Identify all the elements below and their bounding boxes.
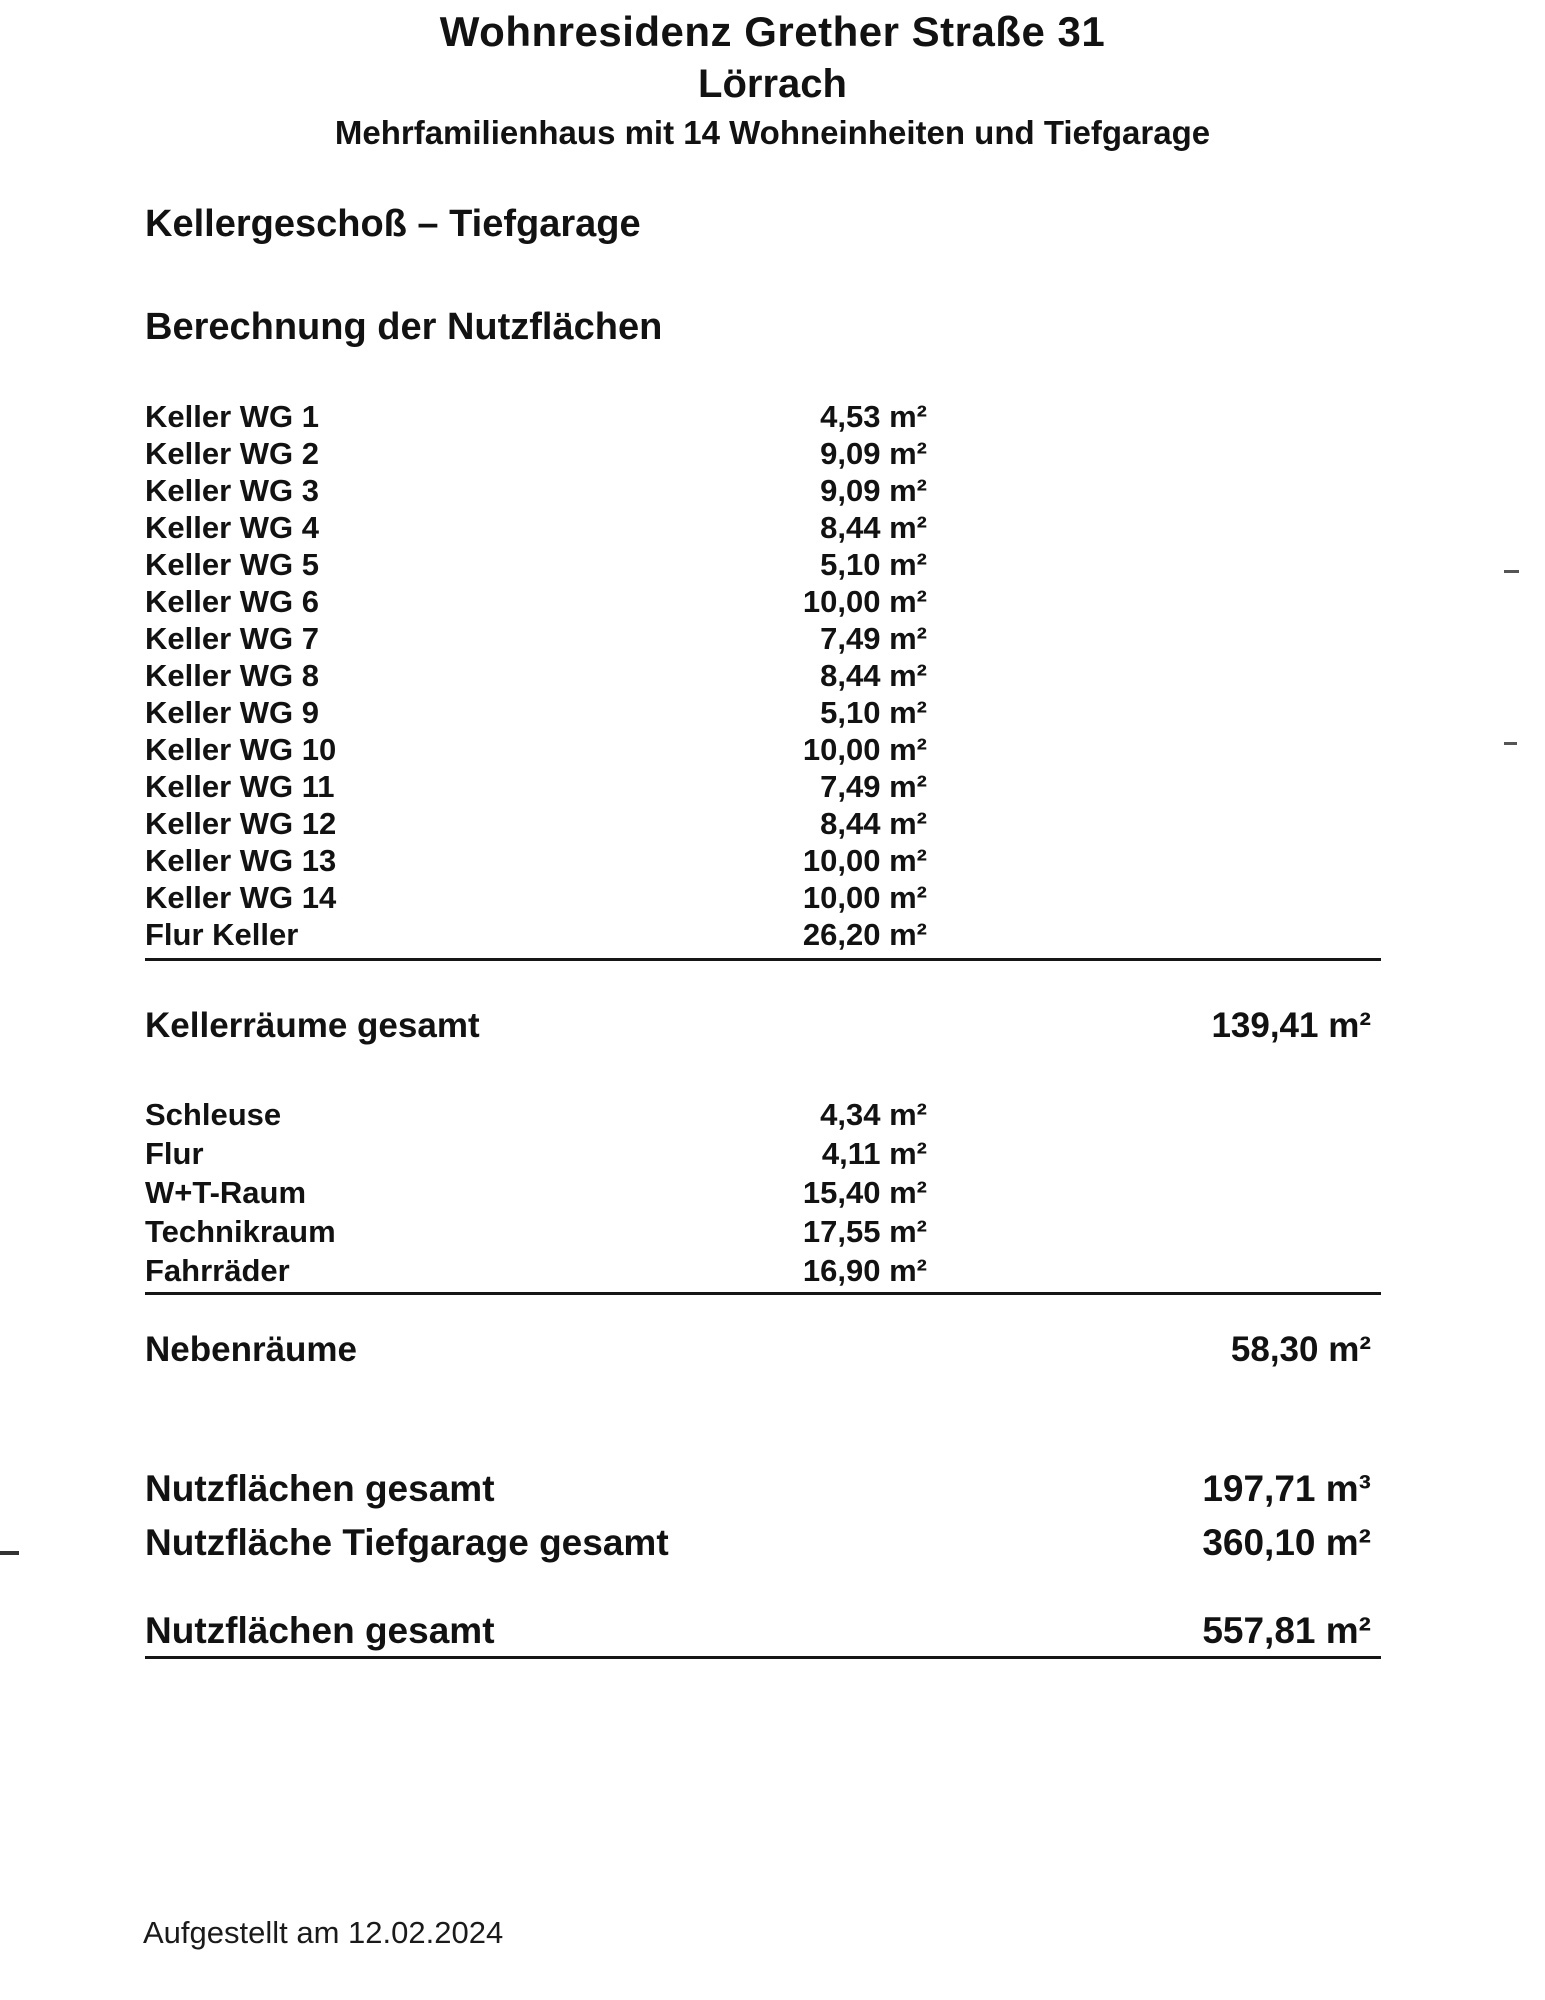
- table-row: [145, 842, 927, 879]
- table-row: [145, 472, 927, 509]
- row-value: 10,00 m²: [802, 732, 927, 767]
- row-value: 16,90 m²: [802, 1253, 927, 1288]
- document-city: Lörrach: [698, 62, 847, 106]
- summary-value: 360,10 m²: [1202, 1522, 1371, 1563]
- row-label: Technikraum: [145, 1214, 336, 1249]
- row-value: 26,20 m²: [802, 917, 927, 952]
- table-row: [145, 879, 927, 916]
- row-label: Keller WG 6: [145, 584, 319, 619]
- row-value: 15,40 m²: [802, 1175, 927, 1210]
- row-label: Keller WG 9: [145, 695, 319, 730]
- table-row: [145, 805, 927, 842]
- row-label: Keller WG 5: [145, 547, 319, 582]
- row-value: 5,10 m²: [820, 547, 927, 582]
- divider-line-keller: [145, 958, 1381, 961]
- row-value: 9,09 m²: [820, 473, 927, 508]
- document-subtitle: Mehrfamilienhaus mit 14 Wohneinheiten und Tiefgarage: [334, 114, 1211, 151]
- grand-total-label: Nutzflächen gesamt: [145, 1610, 495, 1651]
- keller-total-label: Kellerräume gesamt: [145, 1006, 480, 1045]
- table-row: [145, 731, 927, 768]
- table-row: [145, 1173, 927, 1212]
- row-value: 8,44 m²: [820, 806, 927, 841]
- row-value: 8,44 m²: [820, 510, 927, 545]
- row-label: Keller WG 7: [145, 621, 319, 656]
- scan-artifact-tick: [1504, 570, 1519, 573]
- table-row: [145, 398, 927, 435]
- neben-total-value: 58,30 m²: [1230, 1330, 1371, 1369]
- table-row: [145, 1212, 927, 1251]
- table-row: [145, 694, 927, 731]
- summary-value: 197,71 m³: [1202, 1468, 1371, 1509]
- neben-total-label: Nebenräume: [145, 1330, 358, 1369]
- row-label: Keller WG 14: [145, 880, 337, 915]
- keller-total-row: [145, 1006, 1371, 1046]
- row-label: Keller WG 10: [145, 732, 337, 767]
- table-row: [145, 1095, 927, 1134]
- summary-row-tiefgarage: [145, 1522, 1371, 1564]
- row-label: Keller WG 13: [145, 843, 337, 878]
- footer-note: Aufgestellt am 12.02.2024: [143, 1915, 504, 1950]
- table-row: [145, 1134, 927, 1173]
- table-row: [145, 620, 927, 657]
- row-label: Keller WG 1: [145, 399, 319, 434]
- table-row: [145, 916, 927, 953]
- row-value: 4,11 m²: [821, 1136, 927, 1171]
- table-row: [145, 583, 927, 620]
- row-label: Fahrräder: [145, 1253, 290, 1288]
- row-label: Keller WG 8: [145, 658, 319, 693]
- row-label: Keller WG 12: [145, 806, 337, 841]
- summary-label: Nutzflächen gesamt: [145, 1468, 495, 1509]
- document-title: Wohnresidenz Grether Straße 31: [439, 8, 1106, 55]
- table-row: [145, 509, 927, 546]
- row-value: 7,49 m²: [820, 621, 927, 656]
- summary-row-nutzflaechen: [145, 1468, 1371, 1510]
- table-row: [145, 768, 927, 805]
- scan-artifact-dash: [0, 1551, 19, 1555]
- row-value: 5,10 m²: [820, 695, 927, 730]
- grand-total-row: [145, 1610, 1371, 1652]
- row-label: Flur Keller: [145, 917, 299, 952]
- divider-line-neben: [145, 1292, 1381, 1295]
- summary-label: Nutzfläche Tiefgarage gesamt: [145, 1522, 669, 1563]
- neben-total-row: [145, 1330, 1371, 1370]
- scan-artifact-tick: [1504, 742, 1517, 745]
- row-label: Schleuse: [145, 1097, 282, 1132]
- section-heading: Kellergeschoß – Tiefgarage: [145, 203, 641, 245]
- table-row: [145, 657, 927, 694]
- row-value: 10,00 m²: [802, 843, 927, 878]
- row-value: 17,55 m²: [802, 1214, 927, 1249]
- row-label: Keller WG 2: [145, 436, 319, 471]
- table-row: [145, 435, 927, 472]
- row-value: 8,44 m²: [820, 658, 927, 693]
- table-row: [145, 546, 927, 583]
- row-label: W+T-Raum: [145, 1175, 307, 1210]
- grand-total-value: 557,81 m²: [1202, 1610, 1371, 1651]
- row-value: 4,53 m²: [820, 399, 927, 434]
- calculation-heading: Berechnung der Nutzflächen: [145, 306, 663, 348]
- keller-area-list: [145, 398, 927, 953]
- row-value: 4,34 m²: [820, 1097, 927, 1132]
- row-value: 9,09 m²: [820, 436, 927, 471]
- keller-total-value: 139,41 m²: [1211, 1006, 1371, 1045]
- row-label: Keller WG 3: [145, 473, 319, 508]
- row-value: 7,49 m²: [820, 769, 927, 804]
- table-row: [145, 1251, 927, 1290]
- row-label: Keller WG 4: [145, 510, 319, 545]
- row-value: 10,00 m²: [802, 584, 927, 619]
- row-value: 10,00 m²: [802, 880, 927, 915]
- divider-line-grand-total: [145, 1656, 1381, 1659]
- row-label: Flur: [145, 1136, 204, 1171]
- row-label: Keller WG 11: [145, 769, 335, 804]
- neben-area-list: [145, 1095, 927, 1290]
